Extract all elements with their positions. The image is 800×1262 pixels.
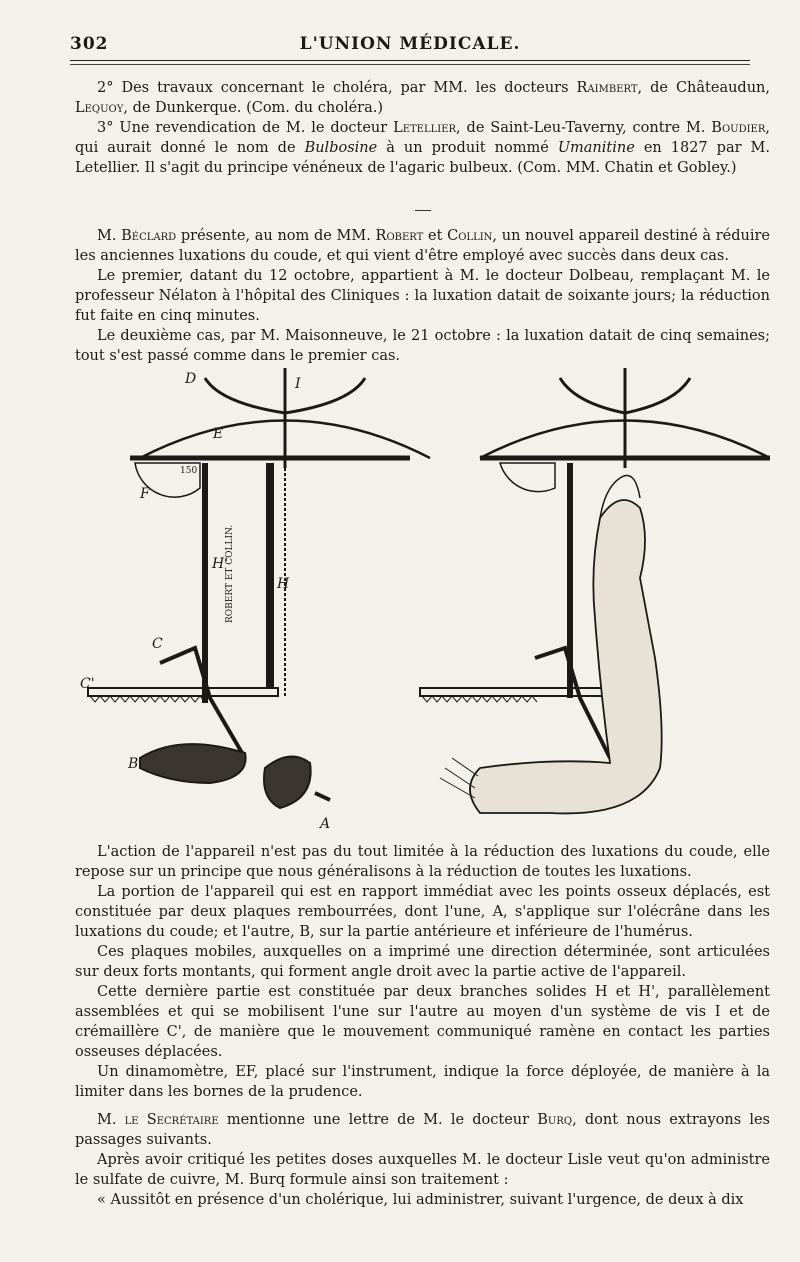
description-section	[75, 842, 770, 1102]
label-f: F	[140, 486, 150, 502]
secretaire-section	[75, 1110, 770, 1210]
label-i: I	[295, 376, 301, 392]
journal-title: L'UNION MÉDICALE.	[299, 34, 521, 54]
left-pad-b	[264, 757, 311, 808]
beclard-section	[75, 196, 770, 366]
page-number: 302	[70, 34, 109, 54]
secretaire-paragraph: M. le Secrétaire mentionne une lettre de M. le docteur Burq, dont nous extrayons les passages suivants.	[75, 1112, 770, 1148]
label-c-prime: C'	[80, 676, 95, 692]
item-2: 2° Des travaux concernant le choléra, par MM. les docteurs Raimbert, de Châteaudun, Lequoy, de Dunkerque. (Com. du choléra.)	[75, 80, 770, 116]
header-rule-thin	[70, 64, 750, 65]
beclard-paragraph: M. Béclard présente, au nom de MM. Robert et Collin, un nouvel appareil destiné à réduire les anciennes luxations du coude, et qui vient d'être employé avec succès dans deux cas.	[75, 228, 770, 264]
left-rack	[88, 688, 278, 696]
dial-value: 150	[180, 466, 198, 476]
body-paragraph: La portion de l'appareil qui est en rapport immédiat avec les points osseux déplacés, est constituée par deux plaques rembourrées, dont l'une, A, s'applique sur l'olécrâne dans les luxations du coude; et l'autre, B, sur la partie antérieure et inférieure de l'humérus.	[75, 884, 770, 940]
brand-stamp: ROBERT ET COLLIN.	[225, 524, 235, 623]
case-2-paragraph: Le deuxième cas, par M. Maisonneuve, le 21 octobre : la luxation datait de cinq semaines; tout s'est passé comme dans le premier cas.	[75, 328, 770, 364]
label-e: E	[213, 426, 224, 442]
right-rack	[420, 688, 610, 696]
apparatus-engraving	[80, 358, 770, 838]
left-pad-a	[140, 744, 246, 783]
apparatus-figure	[80, 358, 770, 838]
label-a: A	[320, 816, 331, 832]
label-h: H	[277, 576, 290, 592]
item-3: 3° Une revendication de M. le docteur Letellier, de Saint-Leu-Taverny, contre M. Boudier, qui aurait donné le nom de Bulbosine à un produit nommé Umanitine en 1827 par M. Letellier. Il s'agit du principe vénéneux de l'agaric bulbeux. (Com. MM. Chatin et Gobley.)	[75, 120, 771, 176]
body-paragraph: Cette dernière partie est constituée par deux branches solides H et H', parallèlement assemblées et qui se mobilisent l'une sur l'autre au moyen d'un système de vis I et de crémaillère C', de manière que le mouvement communiqué ramène en contact les parties osseuses déplacées.	[75, 984, 770, 1060]
body-paragraph: L'action de l'appareil n'est pas du tout limitée à la réduction des luxations du coude, elle repose sur un principe que nous généralisons à la réduction de toutes les luxations.	[75, 844, 770, 880]
burq-intro: Après avoir critiqué les petites doses auxquelles M. le docteur Lisle veut qu'on administre le sulfate de cuivre, M. Burq formule ainsi son traitement :	[75, 1152, 770, 1188]
running-head	[70, 30, 750, 58]
communications-list	[75, 78, 770, 178]
label-b: B	[128, 756, 139, 772]
body-paragraph: Un dinamomètre, EF, placé sur l'instrument, indique la force déployée, de manière à la limiter dans les bornes de la prudence.	[75, 1064, 770, 1100]
section-separator	[75, 200, 770, 220]
label-c: C	[152, 636, 163, 652]
label-d: D	[185, 371, 197, 387]
left-knob	[315, 793, 330, 800]
right-dial	[500, 463, 555, 492]
body-paragraph: Ces plaques mobiles, auxquelles on a imprimé une direction déterminée, sont articulées sur deux forts montants, qui forment angle droit avec la partie active de l'appareil.	[75, 944, 770, 980]
burq-quote: « Aussitôt en présence d'un cholérique, lui administrer, suivant l'urgence, de deux à dix	[97, 1192, 744, 1208]
label-h-prime: H'	[212, 556, 229, 572]
case-1-paragraph: Le premier, datant du 12 octobre, appartient à M. le docteur Dolbeau, remplaçant M. le professeur Nélaton à l'hôpital des Cliniques : la luxation datait de soixante jours; la réduction fut faite en cinq minutes.	[75, 268, 770, 324]
header-rule	[70, 60, 750, 61]
